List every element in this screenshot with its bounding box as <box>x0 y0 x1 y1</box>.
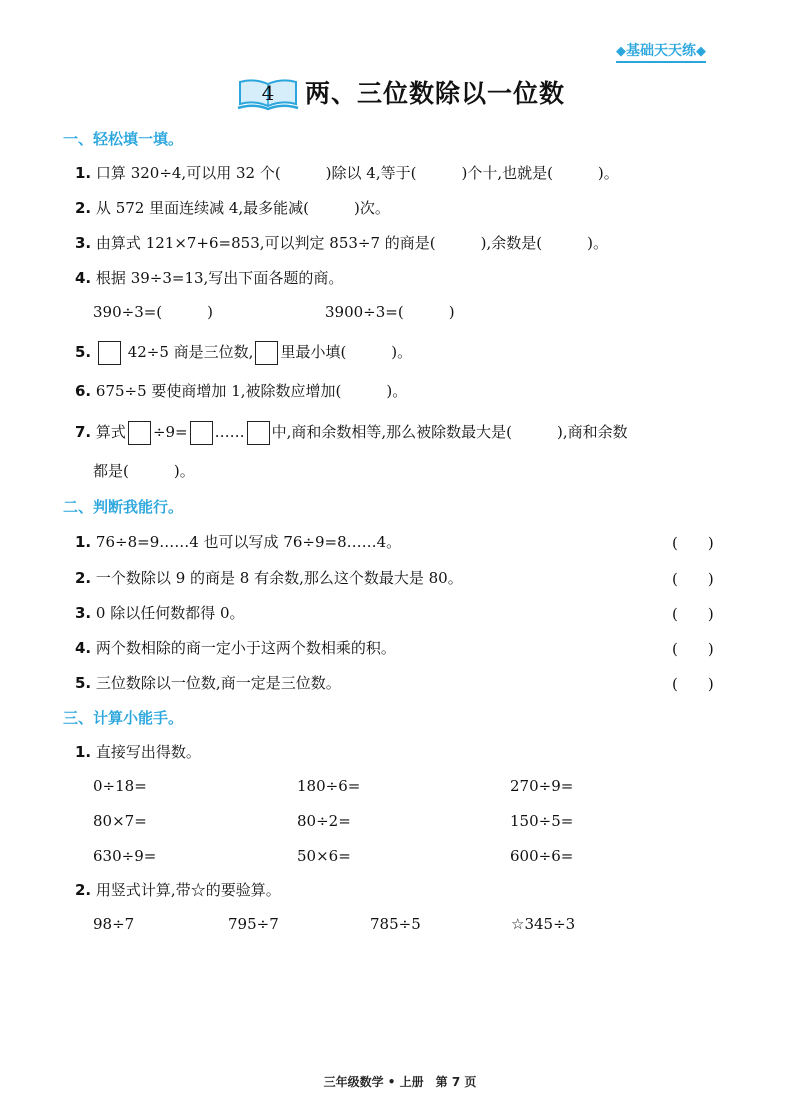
vertical-calc-item: 98÷7 <box>93 915 135 933</box>
answer-paren[interactable]: ( ) <box>672 570 714 588</box>
question-number: 1. <box>75 164 92 182</box>
question-text: 一个数除以 9 的商是 8 有余数,那么这个数最大是 80。 <box>95 569 463 587</box>
oral-item: 150÷5= <box>510 812 574 830</box>
oral-item: 270÷9= <box>510 777 574 795</box>
oral-item: 80÷2= <box>297 812 351 830</box>
question-text: 675÷5 要使商增加 1,被除数应增加( )。 <box>95 382 408 400</box>
question-text: 三位数除以一位数,商一定是三位数。 <box>95 674 341 692</box>
question-number: 4. <box>75 639 92 657</box>
judge-item <box>75 638 396 658</box>
question-text: 口算 320÷4,可以用 32 个( )除以 4,等于( )个十,也就是( )。 <box>95 164 619 182</box>
question-number: 5. <box>75 343 92 361</box>
question-text: 从 572 里面连续减 4,最多能减( )次。 <box>95 199 390 217</box>
diamond-icon: ◆ <box>616 44 626 59</box>
answer-paren[interactable]: ( ) <box>672 640 714 658</box>
question-1-5 <box>75 341 412 365</box>
judge-item <box>75 568 463 588</box>
question-number: 1. <box>75 743 92 761</box>
question-1-4 <box>75 268 343 288</box>
question-1-7-cont: 都是( )。 <box>93 462 195 480</box>
series-badge <box>616 40 706 63</box>
oral-item: 600÷6= <box>510 847 574 865</box>
question-text: 0 除以任何数都得 0。 <box>95 604 245 622</box>
answer-paren[interactable]: ( ) <box>672 534 714 552</box>
question-text: 中,商和余数相等,那么被除数最大是( ),商和余数 <box>271 423 628 441</box>
question-1-7 <box>75 421 628 445</box>
lesson-number: 4 <box>261 81 275 105</box>
oral-item: 630÷9= <box>93 847 157 865</box>
question-number: 2. <box>75 569 92 587</box>
oral-item: 80×7= <box>93 812 147 830</box>
diamond-icon: ◆ <box>696 44 706 59</box>
answer-box[interactable] <box>255 341 278 365</box>
question-1-3 <box>75 233 608 253</box>
question-1-4a: 390÷3=( ) <box>93 303 214 321</box>
vertical-calc-item: ☆345÷3 <box>511 915 576 933</box>
question-1-1 <box>75 163 619 183</box>
question-3-1 <box>75 742 201 762</box>
question-number: 6. <box>75 382 92 400</box>
oral-item: 180÷6= <box>297 777 361 795</box>
question-number: 4. <box>75 269 92 287</box>
question-1-6 <box>75 381 407 401</box>
question-text: 由算式 121×7+6=853,可以判定 853÷7 的商是( ),余数是( )。 <box>95 234 608 252</box>
question-number: 3. <box>75 604 92 622</box>
question-text: 用竖式计算,带☆的要验算。 <box>95 881 281 899</box>
question-number: 5. <box>75 674 92 692</box>
judge-item <box>75 603 245 623</box>
question-text: 算式 <box>95 423 126 441</box>
question-text: …… <box>214 423 245 441</box>
question-1-4b: 3900÷3=( ) <box>325 303 455 321</box>
question-number: 3. <box>75 234 92 252</box>
question-text: 76÷8=9……4 也可以写成 76÷9=8……4。 <box>95 533 402 551</box>
question-1-2 <box>75 198 390 218</box>
vertical-calc-item: 795÷7 <box>228 915 279 933</box>
answer-box[interactable] <box>128 421 151 445</box>
question-text: 根据 39÷3=13,写出下面各题的商。 <box>95 269 344 287</box>
question-number: 1. <box>75 533 92 551</box>
judge-item <box>75 673 341 693</box>
answer-box[interactable] <box>190 421 213 445</box>
answer-paren[interactable]: ( ) <box>672 605 714 623</box>
question-number: 2. <box>75 881 92 899</box>
judge-item <box>75 532 401 552</box>
page-title: 两、三位数除以一位数 <box>305 79 566 108</box>
question-3-2 <box>75 880 281 900</box>
question-text: 两个数相除的商一定小于这两个数相乘的积。 <box>95 639 396 657</box>
open-book-icon <box>236 76 300 112</box>
vertical-calc-item: 785÷5 <box>370 915 421 933</box>
question-number: 7. <box>75 423 92 441</box>
answer-box[interactable] <box>247 421 270 445</box>
page-footer: 三年级数学 • 上册 第 7 页 <box>323 1075 477 1089</box>
answer-paren[interactable]: ( ) <box>672 675 714 693</box>
section-heading-calc: 三、计算小能手。 <box>63 709 184 727</box>
badge-text: 基础天天练 <box>626 43 696 59</box>
question-text: 里最小填( )。 <box>280 343 413 361</box>
section-heading-judge: 二、判断我能行。 <box>63 498 184 516</box>
oral-item: 0÷18= <box>93 777 147 795</box>
question-text: ÷9= <box>152 423 188 441</box>
question-text: 42÷5 商是三位数, <box>127 343 254 361</box>
question-text: 直接写出得数。 <box>95 743 201 761</box>
question-number: 2. <box>75 199 92 217</box>
section-heading-fill: 一、轻松填一填。 <box>63 130 184 148</box>
oral-item: 50×6= <box>297 847 351 865</box>
answer-box[interactable] <box>98 341 121 365</box>
